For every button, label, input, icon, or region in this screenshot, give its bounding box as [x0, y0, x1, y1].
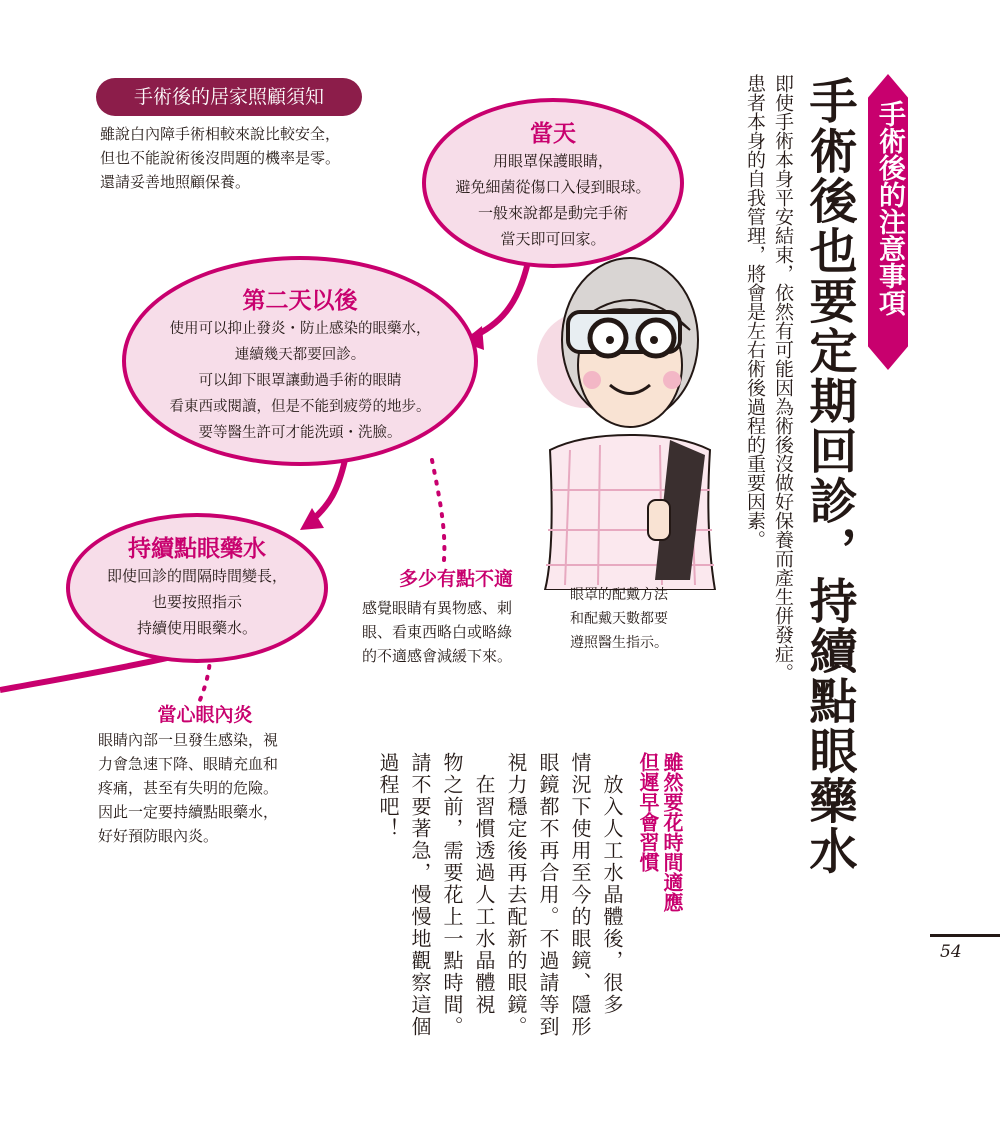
- illustration-caption: [570, 583, 700, 655]
- note-column: 物之前，需要花上一點時間。: [440, 752, 464, 1038]
- day-two-title: 第二天以後: [242, 288, 358, 314]
- caption-line: 和配戴天數都要: [570, 611, 668, 627]
- day-two-line: 使用可以抑止發炎・防止感染的眼藥水，: [169, 321, 431, 337]
- day-of-text: [430, 148, 676, 252]
- day-two-line: 看東西或閱讀，但是不能到疲勞的地步。: [169, 399, 431, 415]
- day-of-line: 當天即可回家。: [500, 230, 606, 248]
- home-care-line: 但也不能說術後沒問題的機率是零。: [100, 149, 341, 167]
- day-two-text: [126, 316, 474, 446]
- home-care-text: [100, 122, 400, 194]
- lead-text-2: 患者本身的自我管理，將會是左右術後過程的重要因素。: [744, 74, 766, 549]
- note-heading-1: 雖然要花時間適應: [660, 752, 684, 912]
- day-two-line: 可以卸下眼罩讓動過手術的眼睛: [198, 373, 402, 389]
- note-column: 在習慣透過人工水晶體視: [472, 752, 496, 1016]
- home-care-line: 雖說白內障手術相較來說比較安全，: [100, 125, 341, 143]
- home-care-title: 手術後的居家照顧須知: [96, 78, 362, 116]
- section-tag-label: 手術後的注意事項: [874, 100, 905, 316]
- home-care-line: 還請妥善地照顧保養。: [100, 173, 251, 191]
- day-two-line: 要等醫生許可才能洗頭・洗臉。: [198, 425, 402, 441]
- discomfort-text: [362, 596, 552, 668]
- note-body: [372, 752, 628, 1052]
- discomfort-title: 多少有點不適: [398, 568, 513, 590]
- note-column: 情況下使用至今的眼鏡、隱形: [568, 752, 592, 1038]
- continue-text: [70, 563, 324, 641]
- continue-line: 也要按照指示: [151, 593, 242, 611]
- discomfort-line: 眼、看東西略白或略綠: [362, 623, 513, 641]
- caption-line: 遵照醫生指示。: [570, 635, 668, 651]
- discomfort-line: 感覺眼睛有異物感、刺: [362, 599, 513, 617]
- day-of-line: 用眼罩保護眼睛，: [492, 152, 613, 170]
- day-of-line: 一般來說都是動完手術: [477, 204, 628, 222]
- endophthalmitis-line: 眼睛內部一旦發生感染，視: [98, 731, 279, 749]
- page-title: 手術後也要定期回診，持續點眼藥水: [801, 76, 857, 876]
- lead-text-1: 即使手術本身平安結束，依然有可能因為術後沒做好保養而產生併發症。: [772, 74, 794, 682]
- endophthalmitis-line: 好好預防眼內炎。: [98, 827, 219, 845]
- endophthalmitis-line: 疼痛，甚至有失明的危險。: [98, 779, 279, 797]
- endophthalmitis-text: [98, 728, 318, 848]
- note-heading-2: 但遲早會習慣: [636, 752, 660, 872]
- note-column: 請不要著急，慢慢地觀察這個: [408, 752, 432, 1038]
- caption-line: 眼罩的配戴方法: [570, 587, 668, 603]
- day-of-title: 當天: [530, 121, 576, 147]
- note-column: 放入人工水晶體後，很多: [600, 752, 624, 1016]
- continue-title: 持續點眼藥水: [128, 536, 266, 562]
- endophthalmitis-title: 當心眼內炎: [157, 704, 253, 726]
- day-two-line: 連續幾天都要回診。: [234, 347, 366, 363]
- discomfort-line: 的不適感會減緩下來。: [362, 647, 513, 665]
- continue-line: 持續使用眼藥水。: [136, 619, 257, 637]
- note-column: 視力穩定後再去配新的眼鏡。: [504, 752, 528, 1038]
- continue-line: 即使回診的間隔時間變長，: [106, 567, 287, 585]
- patient-illustration: [530, 250, 730, 590]
- endophthalmitis-line: 力會急速下降、眼睛充血和: [98, 755, 279, 773]
- note-column: 過程吧！: [376, 752, 400, 840]
- endophthalmitis-line: 因此一定要持續點眼藥水，: [98, 803, 279, 821]
- page-number-rule: [930, 934, 1000, 937]
- page-number: 54: [940, 942, 962, 962]
- note-column: 眼鏡都不再合用。不過請等到: [536, 752, 560, 1038]
- day-of-line: 避免細菌從傷口入侵到眼球。: [455, 178, 651, 196]
